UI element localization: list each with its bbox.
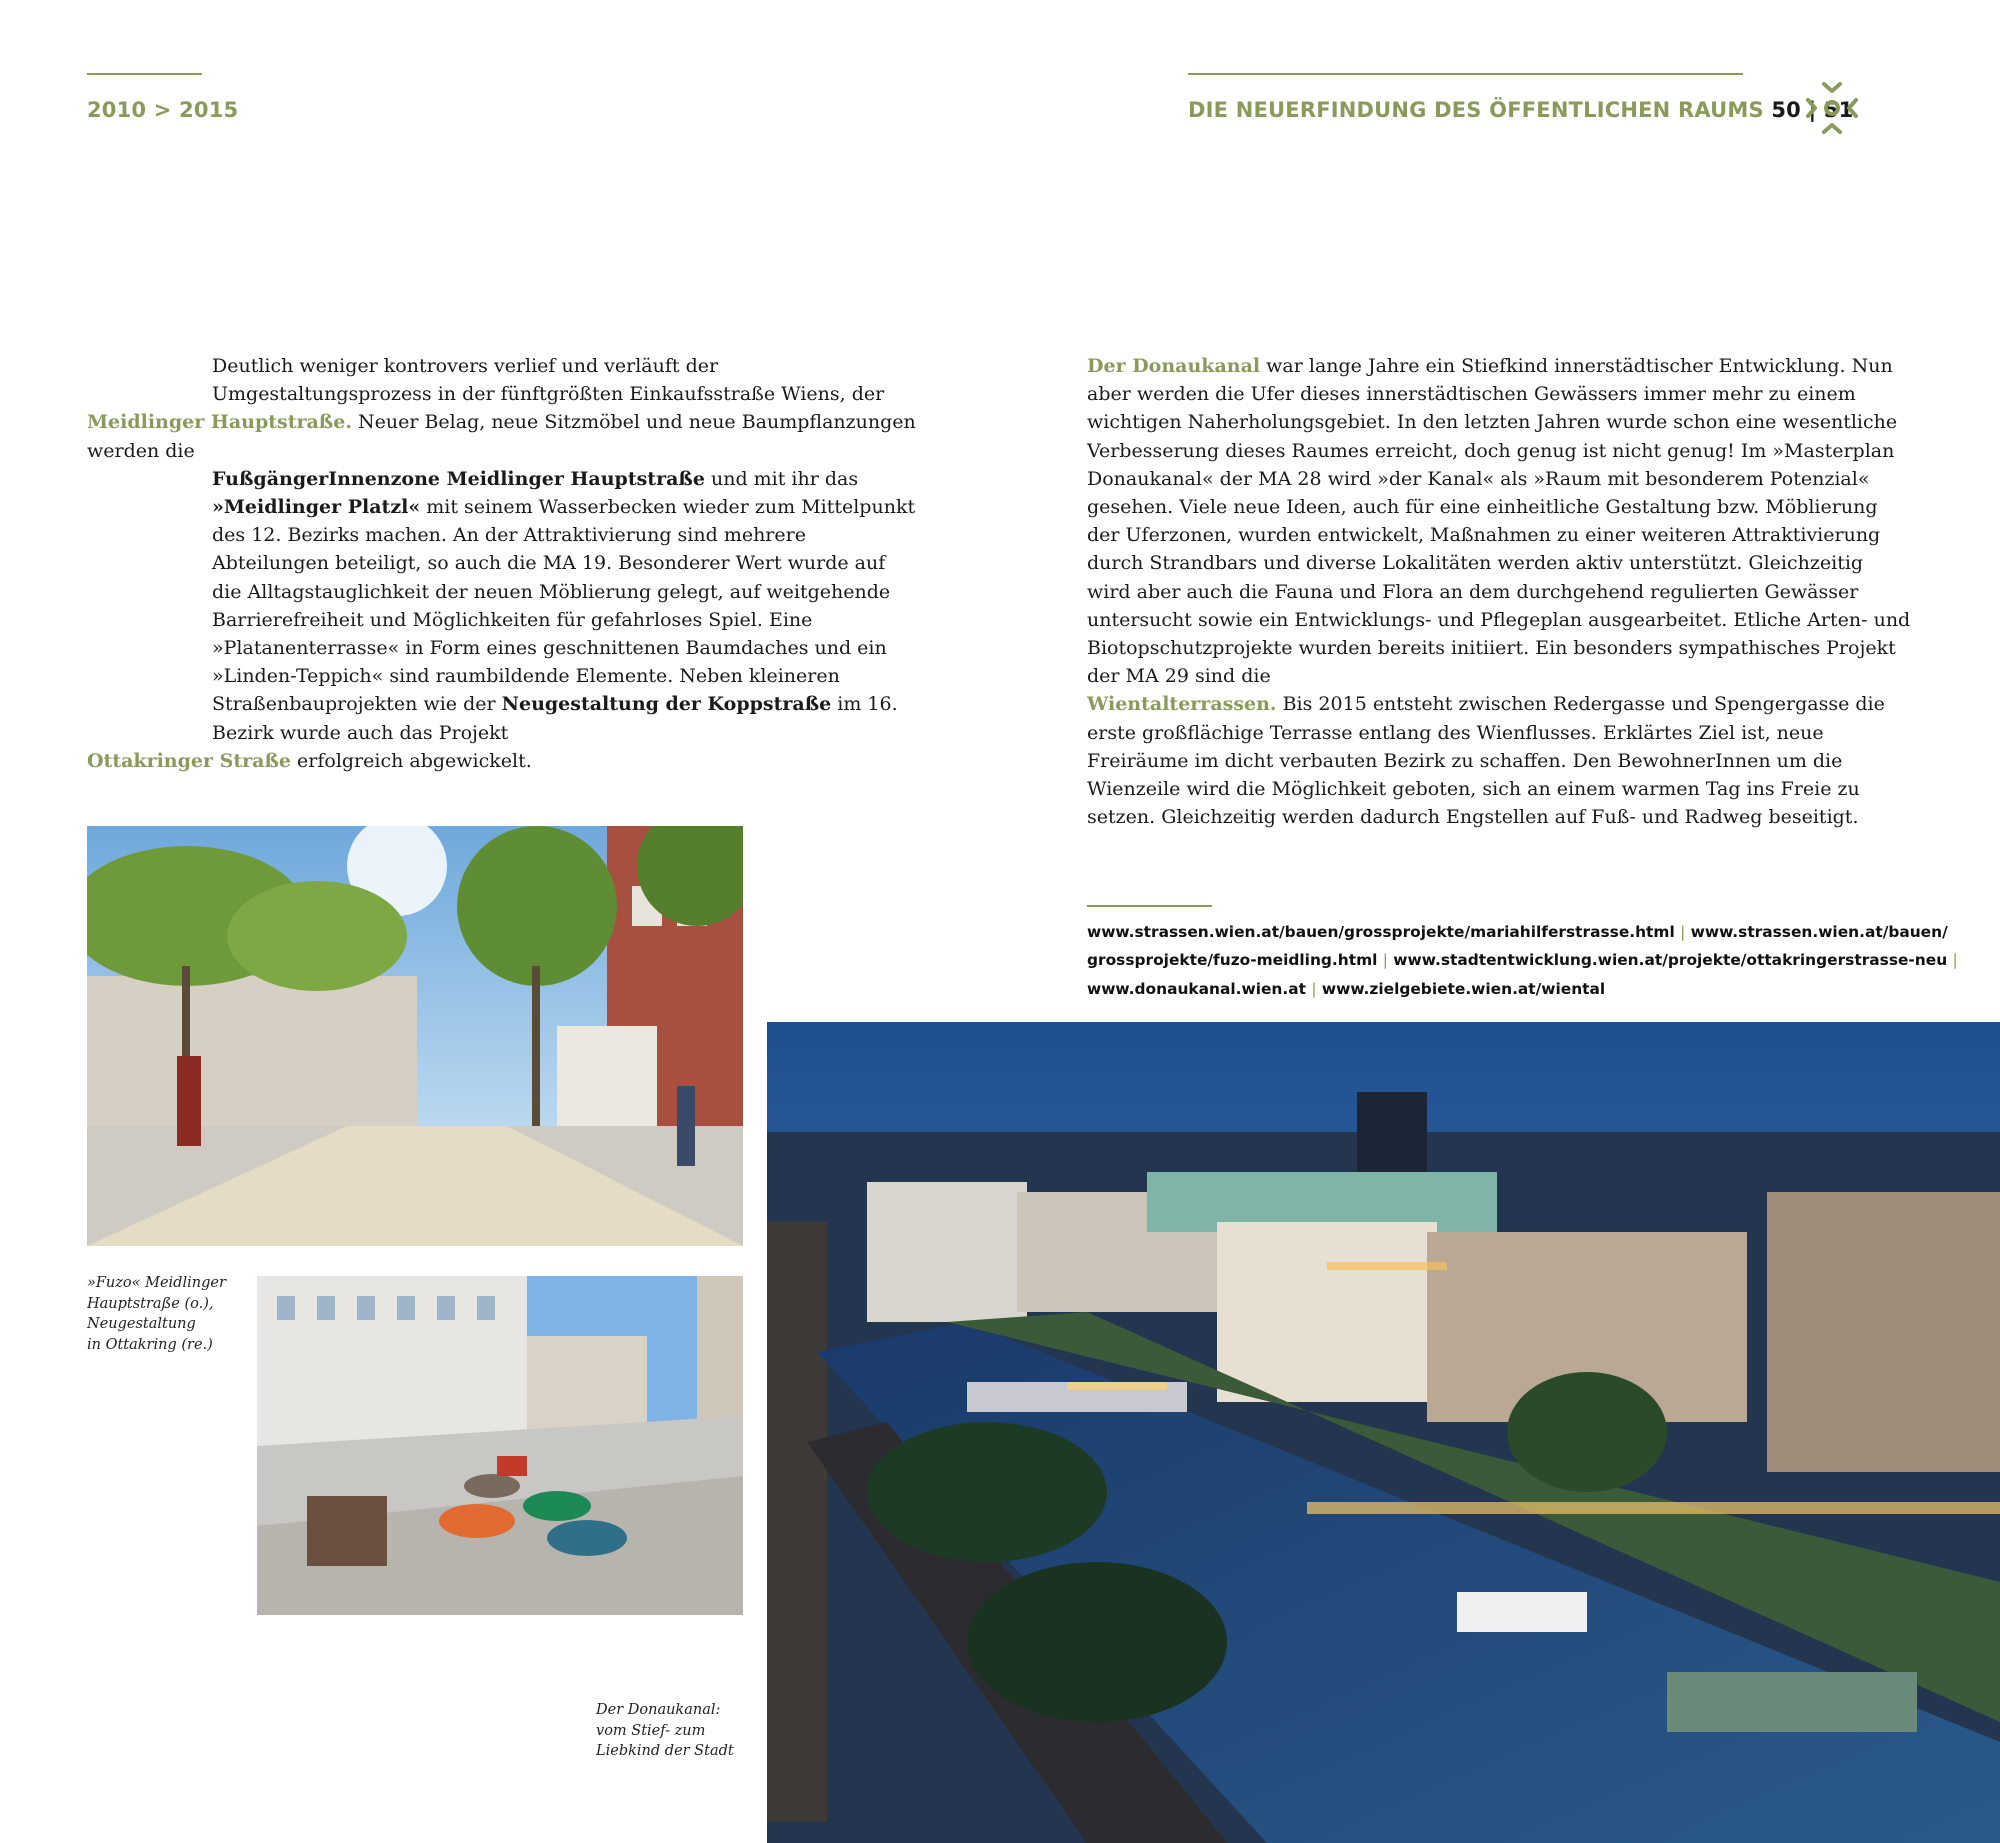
highlight-donaukanal-line [1087, 352, 1912, 690]
text-run: Deutlich weniger kontrovers verlief und verläuft der Umgestaltungsprozess in der fünftgrößten Einkaufsstraße Wiens, der [212, 355, 885, 406]
photo-meidlinger-rendering [87, 826, 743, 1246]
caption-line: in Ottakring (re.) [87, 1336, 213, 1353]
running-head-right [1188, 98, 1853, 122]
highlight-donaukanal: Der Donaukanal [1087, 355, 1261, 377]
link-list [1087, 918, 1958, 1003]
right-paragraph [1087, 352, 1912, 831]
section-title: DIE NEUERFINDUNG DES ÖFFENTLICHEN RAUMS [1188, 98, 1764, 122]
link-separator: | [1382, 951, 1388, 970]
link-mariahilferstrasse[interactable]: www.strassen.wien.at/bauen/grossprojekte/mariahilferstrasse.html [1087, 923, 1675, 941]
caption-line: »Fuzo« Meidlinger [87, 1275, 226, 1291]
highlight-ottakringer: Ottakringer Straße [87, 749, 291, 772]
photo-donaukanal-night [767, 1022, 2000, 1843]
page-numbers: 50 | 51 [1771, 98, 1854, 122]
link-separator: | [1311, 979, 1317, 998]
link-line-3 [1087, 975, 1887, 1003]
left-column-text [87, 352, 918, 775]
link-ottakringerstrasse[interactable]: www.stadtentwicklung.wien.at/projekte/ottakringerstrasse-neu [1393, 951, 1948, 970]
highlight-wientalterrassen: Wientalterrassen. [1087, 693, 1277, 716]
bold-fuzo: FußgängerInnenzone Meidlinger Hauptstraße [212, 467, 705, 490]
bold-platzl: »Meidlinger Platzl« [212, 496, 421, 519]
caption-donaukanal [596, 1700, 734, 1762]
link-fuzo-meidling-part1[interactable]: www.strassen.wien.at/bauen/ [1690, 923, 1948, 941]
left-paragraph [87, 352, 918, 775]
caption-line: Neugestaltung [87, 1316, 196, 1332]
header-rule-left [87, 73, 202, 75]
caption-fuzo [87, 1273, 226, 1355]
highlight-ottakringer-line [87, 747, 918, 775]
text-run: Bis 2015 entsteht zwischen Redergasse und Spengergasse die erste großflächige Terrasse entlang des Wienflusses. Erklärtes Ziel ist, neue Freiräume im dicht verbauten Bezirk zu schaffen. Den BewohnerInnen um die Wienzeile wird die Möglichkeit geboten, sich an einem warmen Tag ins Freie zu setzen. Gleichzeitig werden dadurch Engstellen auf Fuß- und Radweg beseitigt. [1087, 693, 1885, 829]
text-run: mit seinem Wasserbecken wieder zum Mittelpunkt des 12. Bezirks machen. An der Attraktivierung sind mehrere Abteilungen beteiligt, so auch die MA 19. Besonderer Wert wurde auf die Alltagstauglichkeit der neuen Möblierung gelegt, auf weitgehende Barrierefreiheit und Möglichkeiten für gefahrloses Spiel. Eine »Platanenterrasse« in Form eines geschnittenen Baumdaches und ein »Linden-Teppich« sind raumbildende Elemente. Neben kleineren Straßenbauprojekten wie der [212, 496, 916, 716]
text-run: war lange Jahre ein Stiefkind innerstädtischer Entwicklung. Nun aber werden die Ufer dieses innerstädtischen Gewässers immer mehr zu einem wichtigen Naherholungsgebiet. In den letzten Jahren wurde schon eine wesentliche Verbesserung dieses Raumes erreicht, doch genug ist nicht genug! Im »Masterplan Donaukanal« der MA 28 wird »der Kanal« als »Raum mit besonderem Potenzial« gesehen. Viele neue Ideen, auch für eine einheitliche Gestaltung bzw. Möblierung der Uferzonen, wurden entwickelt, Maßnahmen zu einer weiteren Attraktivierung durch Strandbars und diverse Lokalitäten werden aktiv unterstützt. Gleichzeitig wird aber auch die Fauna und Flora an dem durchgehend regulierten Gewässer untersucht sowie ein Entwicklungs- und Pflegeplan ausgearbeitet. Etliche Arten- und Biotopschutzprojekte wurden bereits initiiert. Ein besonders sympathisches Projekt der MA 29 sind die [1087, 355, 1911, 688]
caption-line: Liebkind der Stadt [596, 1743, 734, 1759]
compass-chevrons-icon [1804, 80, 1860, 136]
caption-line: vom Stief- zum [596, 1722, 706, 1739]
caption-line: Der Donaukanal: [596, 1702, 721, 1718]
text-run: und mit ihr das [710, 467, 859, 490]
link-donaukanal[interactable]: www.donaukanal.wien.at [1087, 979, 1306, 998]
period-label: 2010 > 2015 [87, 98, 239, 122]
text-run: im 16. Bezirk wurde auch das Projekt [212, 693, 898, 744]
link-separator: | [1680, 923, 1686, 941]
link-zielgebiete[interactable]: www.zielgebiete.wien.at/wiental [1321, 979, 1606, 998]
link-line-2 [1087, 946, 1958, 974]
caption-line: Hauptstraße (o.), [87, 1295, 214, 1312]
link-line-1 [1087, 918, 1948, 946]
links-rule [1087, 905, 1212, 907]
text-run: erfolgreich abgewickelt. [297, 749, 532, 772]
highlight-meidlinger-line [87, 408, 918, 464]
highlight-meidlinger: Meidlinger Hauptstraße. [87, 411, 352, 434]
link-separator: | [1952, 951, 1958, 970]
bold-koppstrasse: Neugestaltung der Koppstraße [501, 693, 832, 716]
link-fuzo-meidling-part2[interactable]: grossprojekte/fuzo-meidling.html [1087, 951, 1378, 970]
text-run: Neuer Belag, neue Sitzmöbel und neue Baumpflanzungen werden die [87, 411, 916, 462]
header-rule-right [1188, 73, 1743, 75]
running-head-left [87, 98, 238, 122]
photo-ottakringer-strasse [257, 1276, 743, 1615]
right-column-text [1087, 352, 1912, 831]
highlight-wientalterrassen-line [1087, 690, 1912, 831]
